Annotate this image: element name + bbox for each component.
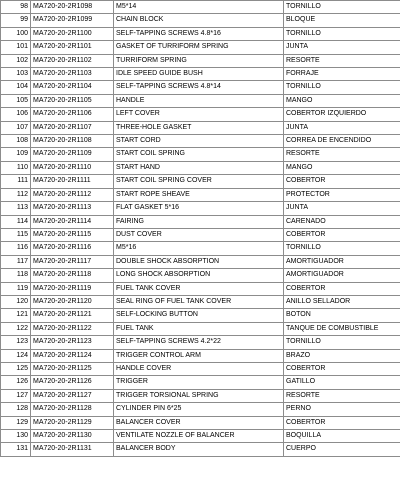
table-row [1,188,400,201]
description-en-cell[interactable]: FUEL TANK COVER [114,282,284,295]
part-code-cell[interactable]: MA720-20-2R1101 [31,41,114,54]
description-en-cell[interactable]: START ROPE SHEAVE [114,188,284,201]
description-en-cell[interactable]: DOUBLE SHOCK ABSORPTION [114,255,284,268]
description-en-cell[interactable]: CHAIN BLOCK [114,14,284,27]
parts-table-body [1,1,400,457]
description-es-cell[interactable]: CUERPO [284,443,400,456]
description-es-cell[interactable]: COBERTOR [284,175,400,188]
part-code-cell[interactable]: MA720-20-2R1113 [31,202,114,215]
row-number-cell[interactable]: 114 [1,215,31,228]
table-row [1,54,400,67]
description-en-cell[interactable]: TRIGGER [114,376,284,389]
description-en-cell[interactable]: LEFT COVER [114,108,284,121]
description-en-cell[interactable]: FLAT GASKET 5*16 [114,202,284,215]
description-en-cell[interactable]: SEAL RING OF FUEL TANK COVER [114,295,284,308]
description-es-cell[interactable]: COBERTOR [284,282,400,295]
row-number-cell[interactable]: 110 [1,161,31,174]
table-row [1,295,400,308]
part-code-cell[interactable]: MA720-20-2R1114 [31,215,114,228]
table-row [1,121,400,134]
row-number-cell[interactable]: 116 [1,242,31,255]
description-es-cell[interactable]: JUNTA [284,41,400,54]
description-en-cell[interactable]: TURRIFORM SPRING [114,54,284,67]
description-es-cell[interactable]: TORNILLO [284,242,400,255]
row-number-cell[interactable]: 108 [1,135,31,148]
description-es-cell[interactable]: COBERTOR [284,362,400,375]
description-en-cell[interactable]: BALANCER BODY [114,443,284,456]
table-row [1,322,400,335]
table-row [1,148,400,161]
part-code-cell[interactable]: MA720-20-2R1119 [31,282,114,295]
row-number-cell[interactable]: 125 [1,362,31,375]
row-number-cell[interactable]: 129 [1,416,31,429]
description-es-cell[interactable]: PROTECTOR [284,188,400,201]
description-es-cell[interactable]: TORNILLO [284,336,400,349]
row-number-cell[interactable]: 107 [1,121,31,134]
table-row [1,349,400,362]
description-en-cell[interactable]: DUST COVER [114,228,284,241]
part-code-cell[interactable]: MA720-20-2R1125 [31,362,114,375]
part-code-cell[interactable]: MA720-20-2R1131 [31,443,114,456]
row-number-cell[interactable]: 113 [1,202,31,215]
description-es-cell[interactable]: FORRAJE [284,68,400,81]
part-code-cell[interactable]: MA720-20-2R1109 [31,148,114,161]
part-code-cell[interactable]: MA720-20-2R1122 [31,322,114,335]
part-code-cell[interactable]: MA720-20-2R1104 [31,81,114,94]
part-code-cell[interactable]: MA720-20-2R1118 [31,269,114,282]
description-en-cell[interactable]: TRIGGER TORSIONAL SPRING [114,389,284,402]
table-row [1,255,400,268]
part-code-cell[interactable]: MA720-20-2R1115 [31,228,114,241]
table-row [1,269,400,282]
part-code-cell[interactable]: MA720-20-2R1099 [31,14,114,27]
row-number-cell[interactable]: 99 [1,14,31,27]
part-code-cell[interactable]: MA720-20-2R1128 [31,403,114,416]
description-es-cell[interactable]: RESORTE [284,148,400,161]
description-es-cell[interactable]: TORNILLO [284,1,400,14]
part-code-cell[interactable]: MA720-20-2R1126 [31,376,114,389]
row-number-cell[interactable]: 124 [1,349,31,362]
description-en-cell[interactable]: SELF-TAPPING SCREWS 4.8*14 [114,81,284,94]
row-number-cell[interactable]: 130 [1,430,31,443]
part-code-cell[interactable]: MA720-20-2R1120 [31,295,114,308]
description-en-cell[interactable]: START CORD [114,135,284,148]
table-row [1,430,400,443]
table-row [1,1,400,14]
row-number-cell[interactable]: 115 [1,228,31,241]
description-en-cell[interactable]: IDLE SPEED GUIDE BUSH [114,68,284,81]
description-es-cell[interactable]: COBERTOR IZQUIERDO [284,108,400,121]
description-es-cell[interactable]: AMORTIGUADOR [284,269,400,282]
table-row [1,27,400,40]
row-number-cell[interactable]: 122 [1,322,31,335]
row-number-cell[interactable]: 118 [1,269,31,282]
description-en-cell[interactable]: THREE-HOLE GASKET [114,121,284,134]
description-en-cell[interactable]: SELF-TAPPING SCREWS 4.8*16 [114,27,284,40]
description-es-cell[interactable]: CARENADO [284,215,400,228]
row-number-cell[interactable]: 102 [1,54,31,67]
row-number-cell[interactable]: 109 [1,148,31,161]
row-number-cell[interactable]: 101 [1,41,31,54]
row-number-cell[interactable]: 104 [1,81,31,94]
description-en-cell[interactable]: SELF-TAPPING SCREWS 4.2*22 [114,336,284,349]
description-en-cell[interactable]: START COIL SPRING [114,148,284,161]
part-code-cell[interactable]: MA720-20-2R1127 [31,389,114,402]
description-es-cell[interactable]: MANGO [284,94,400,107]
row-number-cell[interactable]: 131 [1,443,31,456]
description-es-cell[interactable]: TORNILLO [284,81,400,94]
description-en-cell[interactable]: FUEL TANK [114,322,284,335]
part-code-cell[interactable]: MA720-20-2R1123 [31,336,114,349]
table-row [1,41,400,54]
description-es-cell[interactable]: TORNILLO [284,27,400,40]
row-number-cell[interactable]: 100 [1,27,31,40]
description-en-cell[interactable]: TRIGGER CONTROL ARM [114,349,284,362]
table-row [1,242,400,255]
table-row [1,403,400,416]
part-code-cell[interactable]: MA720-20-2R1108 [31,135,114,148]
table-row [1,175,400,188]
table-row [1,389,400,402]
row-number-cell[interactable]: 117 [1,255,31,268]
table-row [1,443,400,456]
description-en-cell[interactable]: VENTILATE NOZZLE OF BALANCER [114,430,284,443]
part-code-cell[interactable]: MA720-20-2R1111 [31,175,114,188]
part-code-cell[interactable]: MA720-20-2R1103 [31,68,114,81]
table-row [1,81,400,94]
description-en-cell[interactable]: M5*16 [114,242,284,255]
part-code-cell[interactable]: MA720-20-2R1129 [31,416,114,429]
description-es-cell[interactable]: RESORTE [284,54,400,67]
description-es-cell[interactable]: TANQUE DE COMBUSTIBLE [284,322,400,335]
table-row [1,309,400,322]
description-en-cell[interactable]: M5*14 [114,1,284,14]
table-row [1,376,400,389]
description-es-cell[interactable]: AMORTIGUADOR [284,255,400,268]
description-es-cell[interactable]: BRAZO [284,349,400,362]
part-code-cell[interactable]: MA720-20-2R1098 [31,1,114,14]
description-es-cell[interactable]: MANGO [284,161,400,174]
part-code-cell[interactable]: MA720-20-2R1112 [31,188,114,201]
row-number-cell[interactable]: 126 [1,376,31,389]
description-en-cell[interactable]: CYLINDER PIN 6*25 [114,403,284,416]
description-en-cell[interactable]: FAIRING [114,215,284,228]
description-en-cell[interactable]: BALANCER COVER [114,416,284,429]
row-number-cell[interactable]: 121 [1,309,31,322]
part-code-cell[interactable]: MA720-20-2R1116 [31,242,114,255]
description-es-cell[interactable]: JUNTA [284,121,400,134]
table-row [1,202,400,215]
part-code-cell[interactable]: MA720-20-2R1100 [31,27,114,40]
part-code-cell[interactable]: MA720-20-2R1106 [31,108,114,121]
part-code-cell[interactable]: MA720-20-2R1124 [31,349,114,362]
row-number-cell[interactable]: 98 [1,1,31,14]
row-number-cell[interactable]: 105 [1,94,31,107]
description-es-cell[interactable]: CORREA DE ENCENDIDO [284,135,400,148]
part-code-cell[interactable]: MA720-20-2R1105 [31,94,114,107]
part-code-cell[interactable]: MA720-20-2R1107 [31,121,114,134]
table-row [1,416,400,429]
description-en-cell[interactable]: SELF-LOCKING BUTTON [114,309,284,322]
table-row [1,135,400,148]
table-row [1,14,400,27]
table-row [1,215,400,228]
table-row [1,94,400,107]
table-row [1,282,400,295]
row-number-cell[interactable]: 119 [1,282,31,295]
row-number-cell[interactable]: 111 [1,175,31,188]
description-en-cell[interactable]: START HAND [114,161,284,174]
description-es-cell[interactable]: RESORTE [284,389,400,402]
row-number-cell[interactable]: 103 [1,68,31,81]
row-number-cell[interactable]: 128 [1,403,31,416]
description-es-cell[interactable]: COBERTOR [284,416,400,429]
table-row [1,108,400,121]
part-code-cell[interactable]: MA720-20-2R1110 [31,161,114,174]
table-row [1,161,400,174]
description-es-cell[interactable]: BLOQUE [284,14,400,27]
description-en-cell[interactable]: LONG SHOCK ABSORPTION [114,269,284,282]
description-es-cell[interactable]: BOTON [284,309,400,322]
row-number-cell[interactable]: 112 [1,188,31,201]
description-es-cell[interactable]: ANILLO SELLADOR [284,295,400,308]
row-number-cell[interactable]: 127 [1,389,31,402]
description-en-cell[interactable]: HANDLE [114,94,284,107]
description-es-cell[interactable]: BOQUILLA [284,430,400,443]
description-es-cell[interactable]: GATILLO [284,376,400,389]
part-code-cell[interactable]: MA720-20-2R1117 [31,255,114,268]
table-row [1,362,400,375]
description-en-cell[interactable]: GASKET OF TURRIFORM SPRING [114,41,284,54]
row-number-cell[interactable]: 123 [1,336,31,349]
description-es-cell[interactable]: JUNTA [284,202,400,215]
table-row [1,68,400,81]
description-es-cell[interactable]: COBERTOR [284,228,400,241]
table-row [1,336,400,349]
part-code-cell[interactable]: MA720-20-2R1121 [31,309,114,322]
row-number-cell[interactable]: 120 [1,295,31,308]
table-row [1,228,400,241]
description-es-cell[interactable]: PERNO [284,403,400,416]
description-en-cell[interactable]: START COIL SPRING COVER [114,175,284,188]
row-number-cell[interactable]: 106 [1,108,31,121]
part-code-cell[interactable]: MA720-20-2R1130 [31,430,114,443]
description-en-cell[interactable]: HANDLE COVER [114,362,284,375]
part-code-cell[interactable]: MA720-20-2R1102 [31,54,114,67]
